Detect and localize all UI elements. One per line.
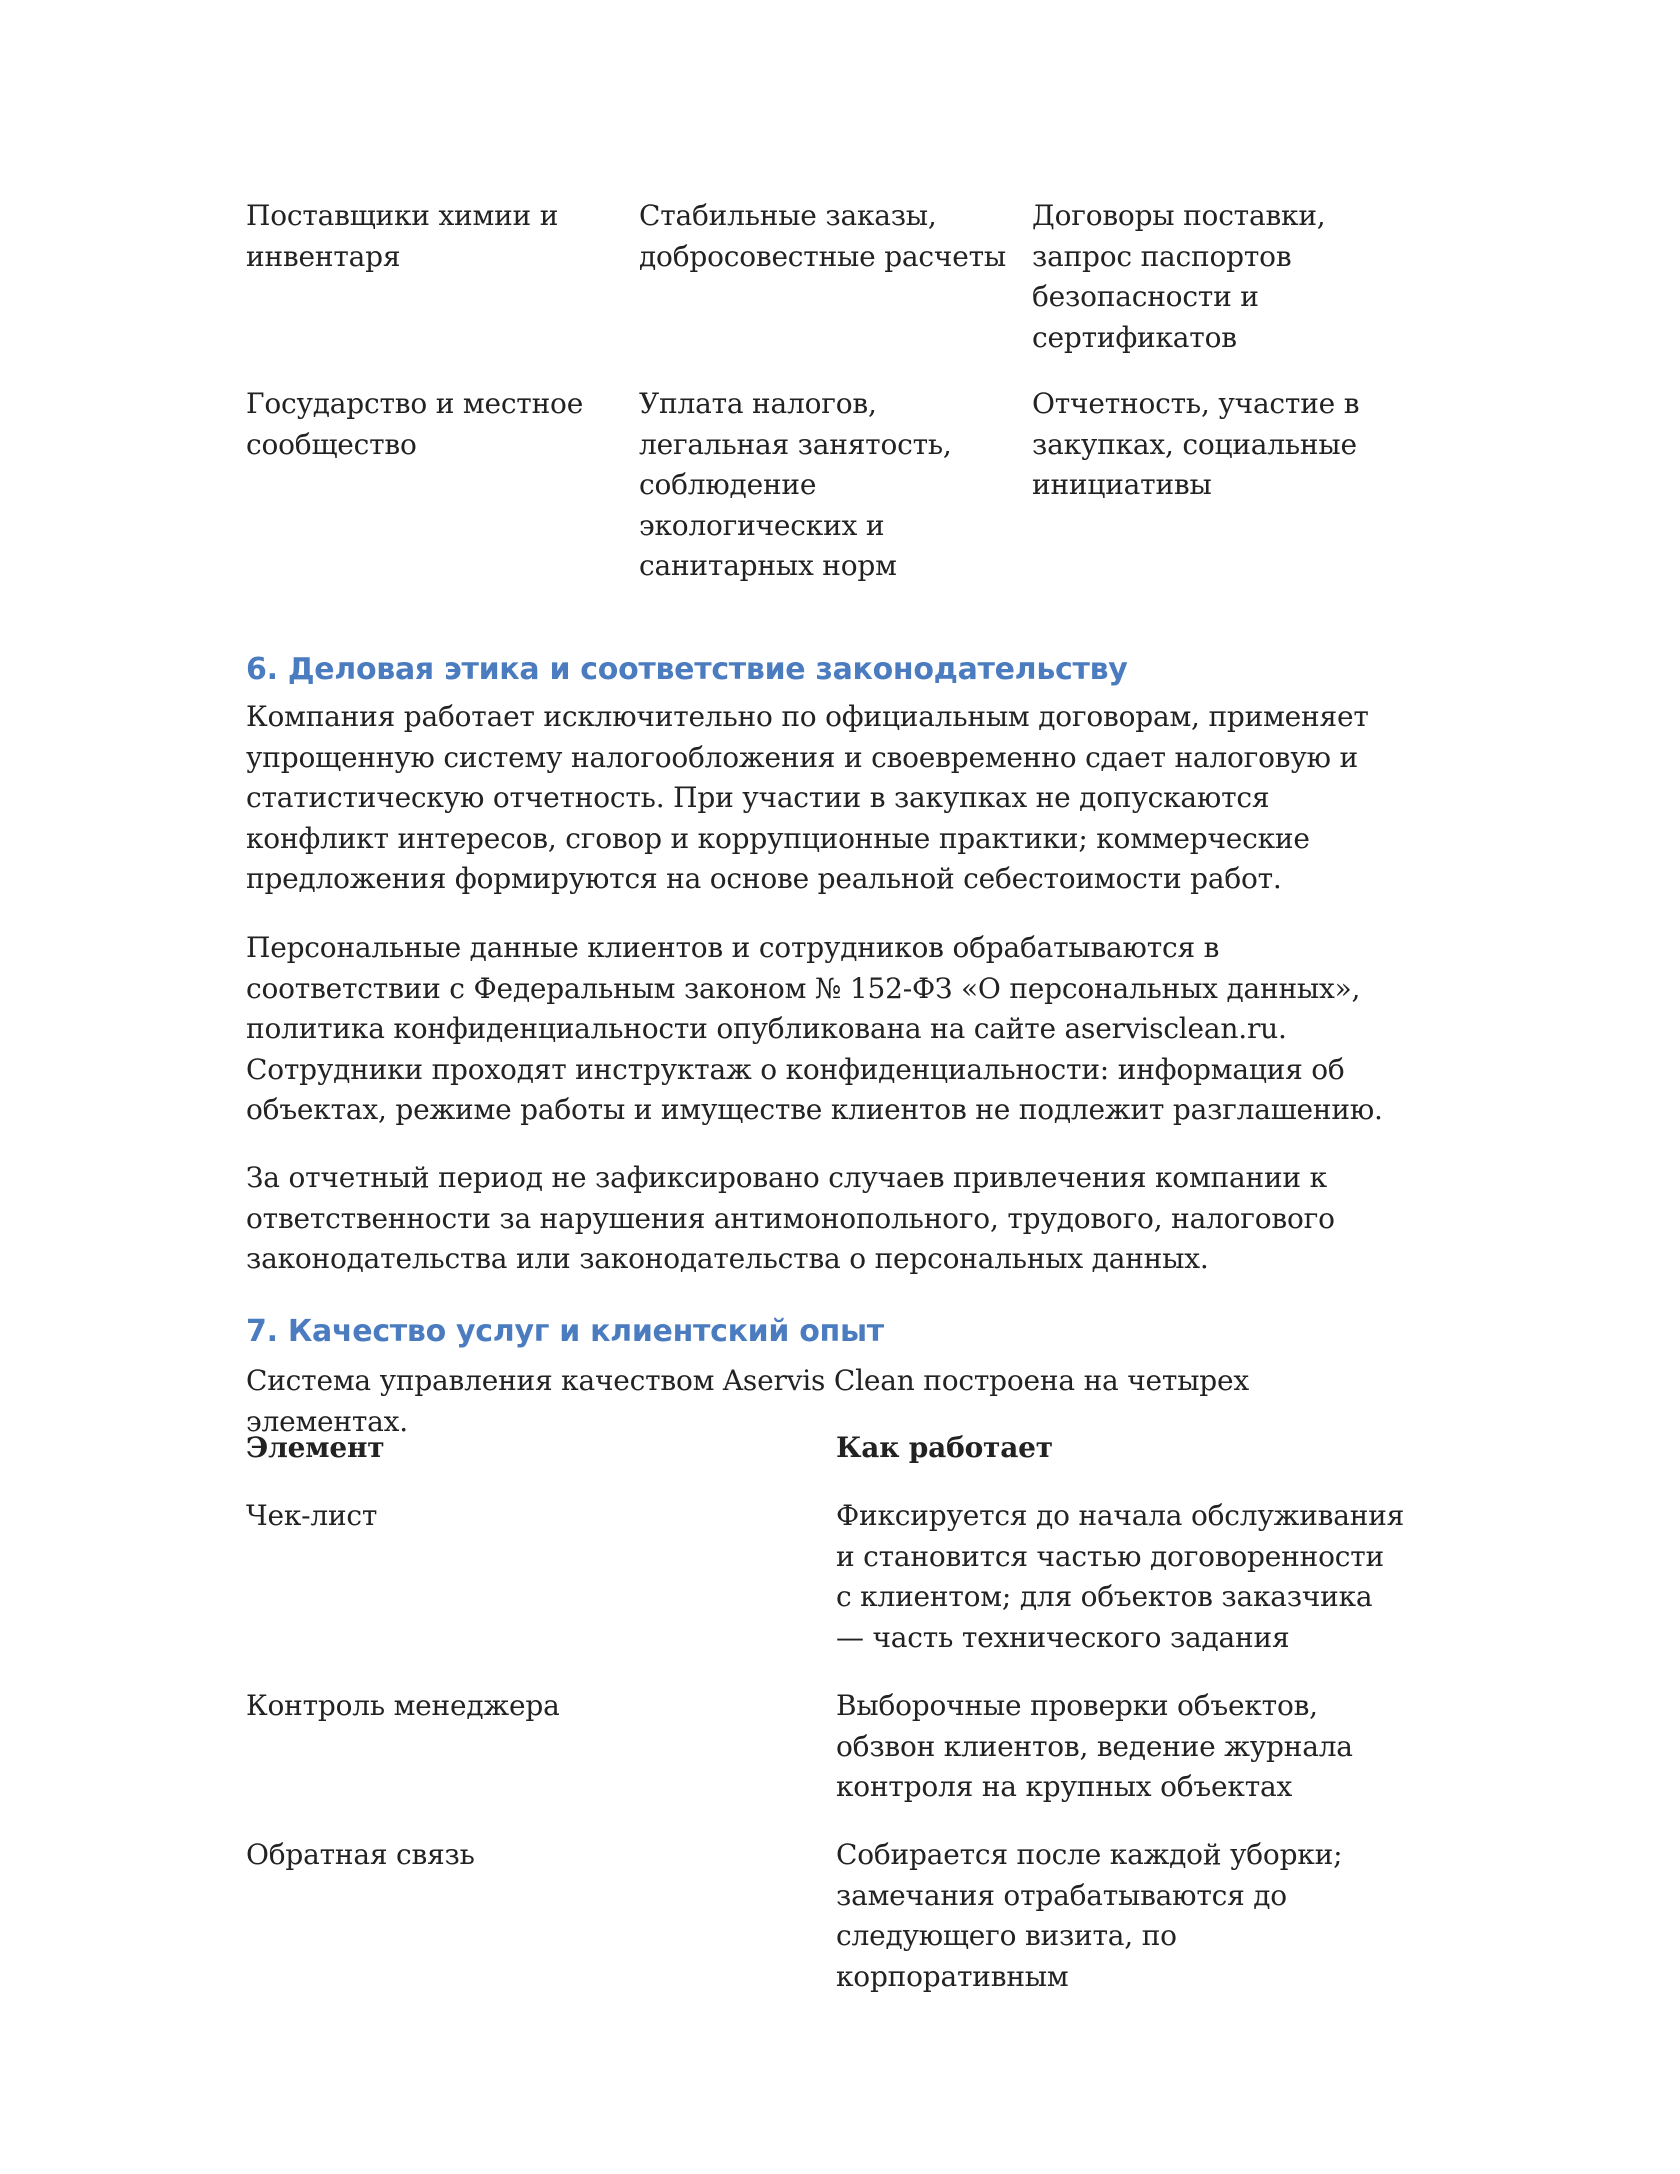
quality-how: Собирается после каждой уборки; замечания отрабатываются до следующего визита, по корпоративным	[836, 1838, 1343, 1993]
quality-element: Чек-лист	[246, 1499, 378, 1532]
section-6-paragraph: За отчетный период не зафиксировано случаев привлечения компании к ответственности за нарушения антимонопольного, трудового, налогового законодательства или законодательства о персональных данных.	[246, 1161, 1335, 1275]
stakeholder-expectations: Уплата налогов, легальная занятость, соблюдение экологических и санитарных норм	[639, 387, 952, 582]
stakeholder-group: Поставщики химии и инвентаря	[246, 199, 559, 273]
stakeholder-interaction: Договоры поставки, запрос паспортов безопасности и сертификатов	[1032, 199, 1326, 354]
quality-how: Выборочные проверки объектов, обзвон клиентов, ведение журнала контроля на крупных объектах	[836, 1689, 1353, 1803]
quality-how: Фиксируется до начала обслуживания и становится частью договоренности с клиентом; для объектов заказчика — часть технического задания	[836, 1499, 1405, 1654]
stakeholder-group: Государство и местное сообщество	[246, 387, 584, 461]
quality-element: Обратная связь	[246, 1838, 475, 1871]
section-7-heading: 7. Качество услуг и клиентский опыт	[246, 1314, 884, 1349]
column-header-element: Элемент	[246, 1431, 385, 1464]
stakeholder-interaction: Отчетность, участие в закупках, социальные инициативы	[1032, 387, 1360, 501]
quality-element: Контроль менеджера	[246, 1689, 560, 1722]
section-7-intro: Система управления качеством Aservis Clean построена на четырех элементах.	[246, 1364, 1249, 1438]
document-body	[246, 0, 1406, 2174]
section-6-paragraph: Персональные данные клиентов и сотрудников обрабатываются в соответствии с Федеральным законом № 152-ФЗ «О персональных данных», политика конфиденциальности опубликована на сайте aservisclean.ru. Сотрудники проходят инструктаж о конфиденциальности: информация об объектах, режиме работы и имуществе клиентов не подлежит разглашению.	[246, 931, 1383, 1126]
section-6-heading: 6. Деловая этика и соответствие законодательству	[246, 652, 1128, 687]
section-6-paragraph: Компания работает исключительно по официальным договорам, применяет упрощенную систему налогообложения и своевременно сдает налоговую и статистическую отчетность. При участии в закупках не допускаются конфликт интересов, сговор и коррупционные практики; коммерческие предложения формируются на основе реальной себестоимости работ.	[246, 700, 1369, 895]
stakeholder-expectations: Стабильные заказы, добросовестные расчеты	[639, 199, 1006, 273]
column-header-how: Как работает	[836, 1431, 1053, 1464]
